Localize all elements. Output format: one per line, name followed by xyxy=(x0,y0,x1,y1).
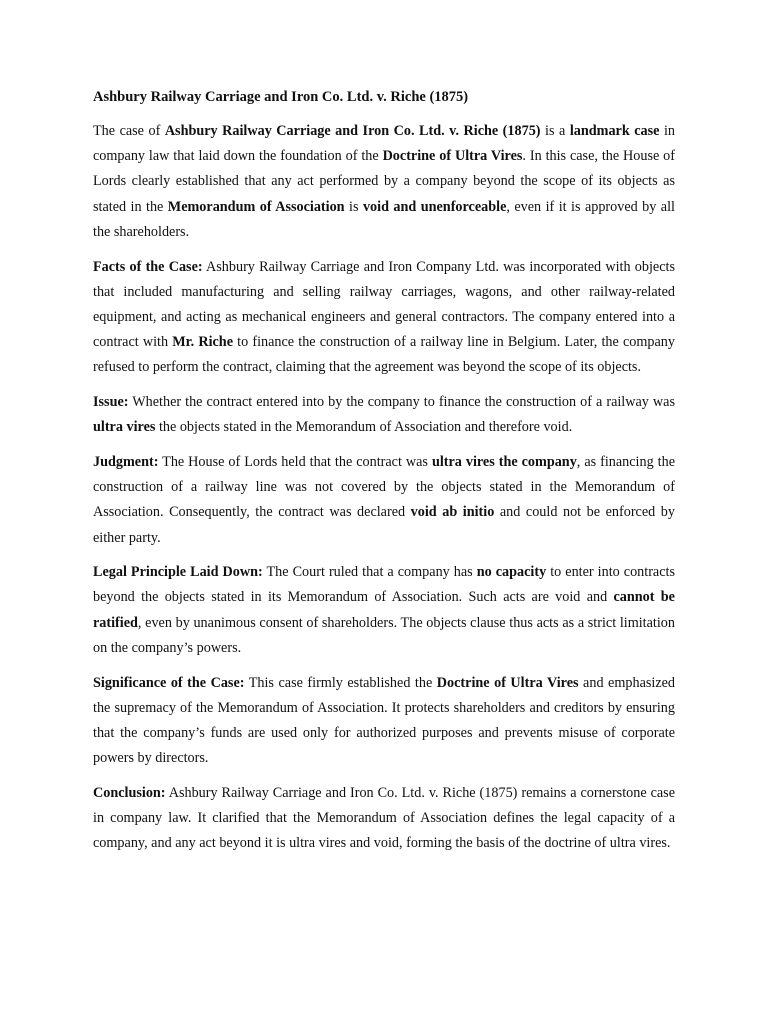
judgment-heading: Judgment: xyxy=(93,453,159,470)
intro-text: . In this case, the House of Lords clearly established that any act performed by a company beyond the scope of its objects as stated in the xyxy=(93,148,676,215)
issue-text: Whether the contract entered into by the company to finance the construction of a railway was xyxy=(128,394,675,411)
intro-text: The case of xyxy=(93,123,165,139)
judgment-paragraph xyxy=(93,450,675,551)
significance-text: and emphasized the supremacy of the Memorandum of Association. It protects shareholders and creditors by ensuring that the company’s funds are used only for authorized purposes and prevents misuse of corporate powers by directors. xyxy=(93,674,676,767)
facts-text: Ashbury Railway Carriage and Iron Company Ltd. was incorporated with objects that included manufacturing and selling railway carriages, wagons, and other railway-related equipment, and acting as mechanical engineers and general contractors. The company entered into a contract with xyxy=(93,258,675,351)
intro-text: is xyxy=(344,198,363,215)
intro-text: is a xyxy=(540,123,570,139)
intro-doctrine: Doctrine of Ultra Vires xyxy=(382,148,523,165)
principle-no-capacity: no capacity xyxy=(476,564,547,581)
principle-cannot-be-ratified: cannot be ratified xyxy=(93,589,675,631)
intro-paragraph xyxy=(93,119,675,245)
conclusion-text: Ashbury Railway Carriage and Iron Co. Ltd. v. Riche (1875) remains a cornerstone case in company law. It clarified that the Memorandum of Association defines the legal capacity of a company, and any act beyond it is ultra vires and void, forming the basis of the doctrine of ultra vires. xyxy=(93,784,675,852)
intro-void-unenforceable: void and unenforceable xyxy=(362,198,507,215)
document-title: Ashbury Railway Carriage and Iron Co. Ltd. v. Riche (1875) xyxy=(93,89,469,105)
facts-paragraph xyxy=(93,255,675,381)
issue-paragraph xyxy=(93,390,675,440)
significance-paragraph xyxy=(93,671,675,772)
issue-text: the objects stated in the Memorandum of Association and therefore void. xyxy=(155,419,573,436)
significance-text: This case firmly established the xyxy=(244,674,437,691)
judgment-text: and could not be enforced by either party. xyxy=(93,504,675,546)
intro-landmark-case: landmark case xyxy=(569,123,660,139)
judgment-text: The House of Lords held that the contract was xyxy=(158,453,432,470)
conclusion-paragraph xyxy=(93,781,675,857)
judgment-text: , as financing the construction of a railway line was not covered by the objects stated in the Memorandum of Association. Consequently, the contract was declared xyxy=(93,453,675,521)
conclusion-heading: Conclusion: xyxy=(93,784,166,801)
facts-heading: Facts of the Case: xyxy=(93,258,203,275)
principle-text: , even by unanimous consent of shareholders. The objects clause thus acts as a strict limitation on the company’s powers. xyxy=(93,614,675,656)
intro-text: in company law that laid down the foundation of the xyxy=(93,123,675,165)
significance-heading: Significance of the Case: xyxy=(93,674,245,691)
intro-memorandum: Memorandum of Association xyxy=(167,198,345,215)
judgment-ultra-vires-company: ultra vires the company xyxy=(431,453,577,470)
facts-mr-riche: Mr. Riche xyxy=(172,334,233,351)
facts-text: to finance the construction of a railway line in Belgium. Later, the company refused to perform the contract, claiming that the agreement was beyond the scope of its objects. xyxy=(93,334,675,376)
issue-heading: Issue: xyxy=(93,394,129,411)
issue-ultra-vires: ultra vires xyxy=(93,419,156,436)
principle-text: to enter into contracts beyond the objects stated in its Memorandum of Association. Such acts are void and xyxy=(93,564,675,606)
intro-case-name: Ashbury Railway Carriage and Iron Co. Ltd. v. Riche (1875) xyxy=(164,123,541,139)
principle-paragraph xyxy=(93,560,675,661)
significance-doctrine: Doctrine of Ultra Vires xyxy=(436,674,579,691)
judgment-void-ab-initio: void ab initio xyxy=(410,504,495,521)
intro-text: , even if it is approved by all the shareholders. xyxy=(93,198,675,240)
document-page xyxy=(93,86,675,866)
principle-text: The Court ruled that a company has xyxy=(262,564,477,581)
principle-heading: Legal Principle Laid Down: xyxy=(93,564,263,581)
